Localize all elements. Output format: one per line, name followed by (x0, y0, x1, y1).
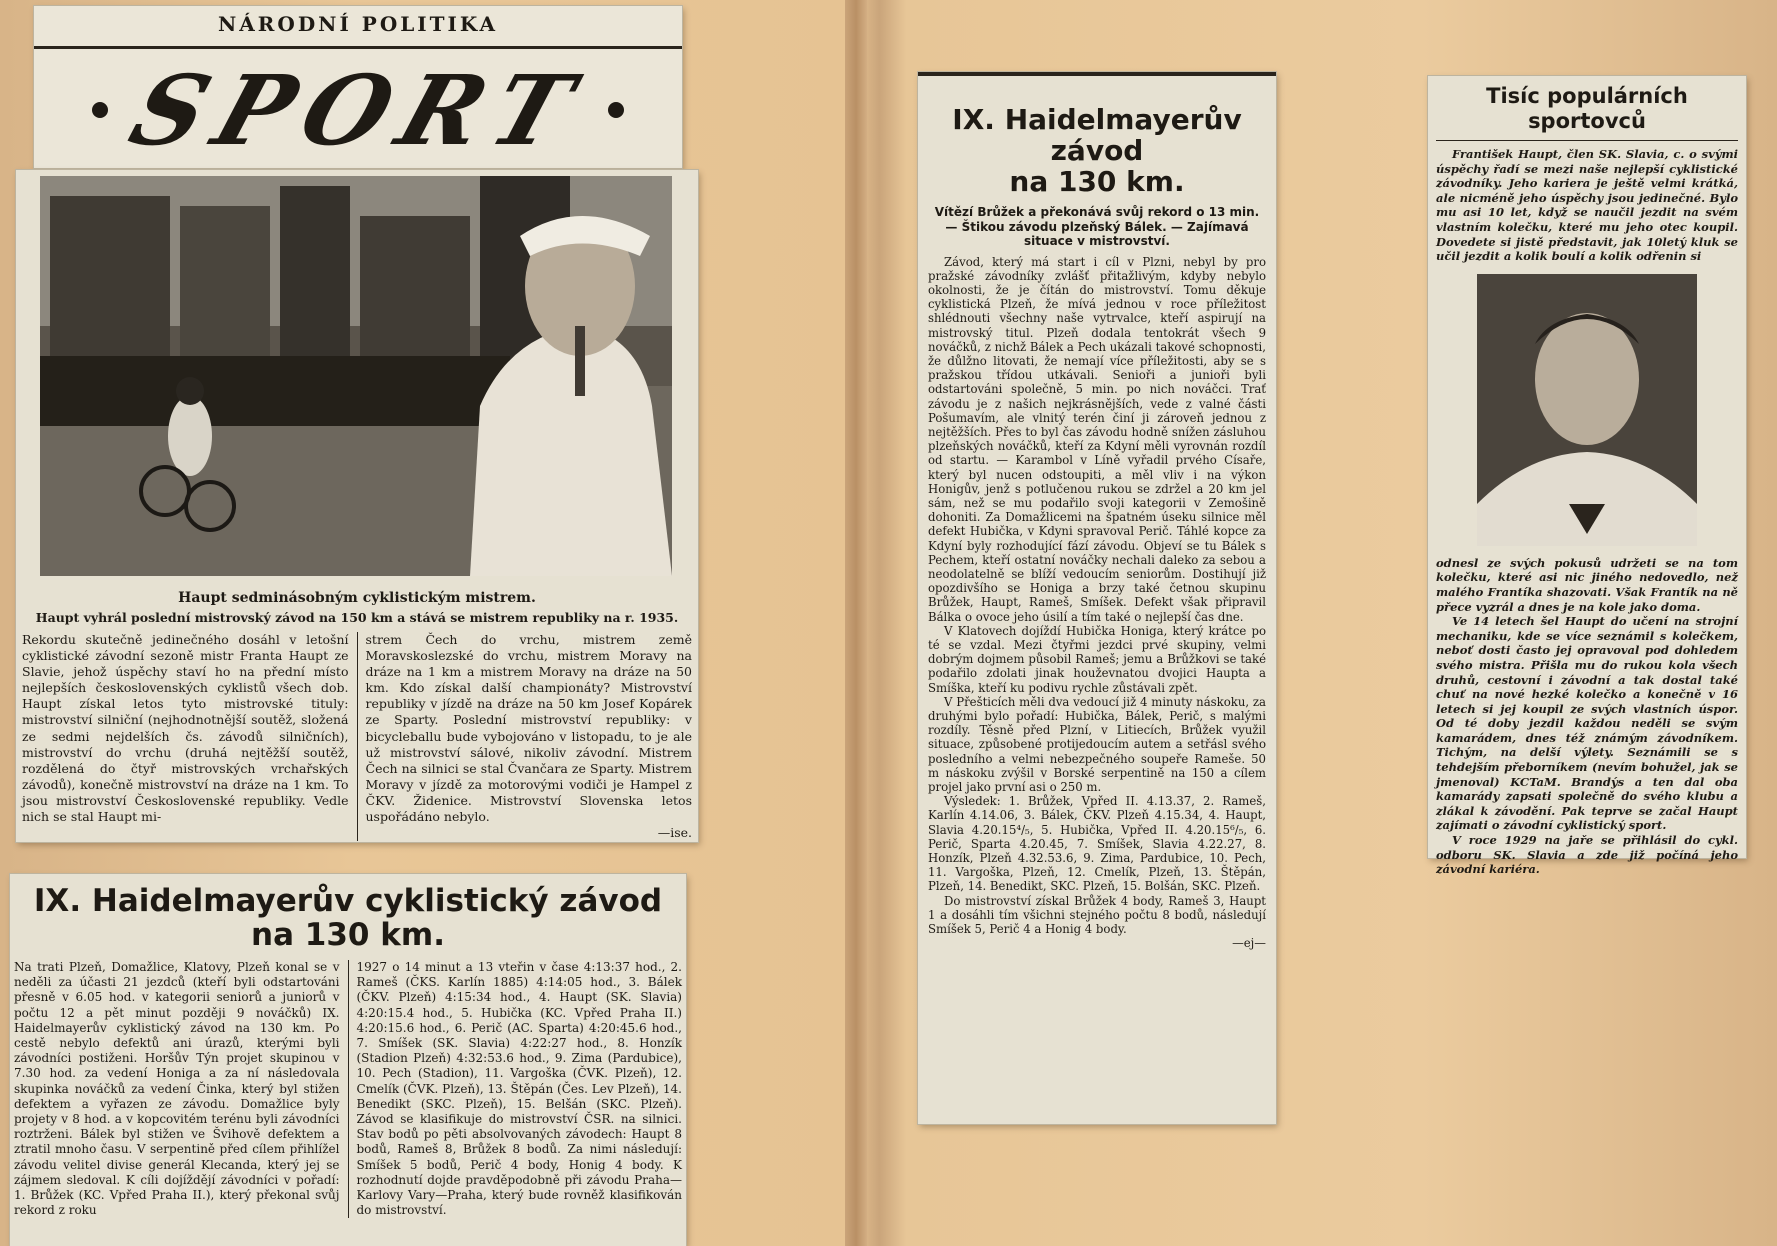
article-haupt-champion (16, 170, 698, 842)
article-headline-line1: IX. Haidelmayerův cyklistický závod (33, 883, 663, 919)
article-text: strem Čech do vrchu, mistrem země Moravskoslezské do vrchu, mistrem Moravy na dráze na 1 km a mistrem Moravy na dráze na 50 km. Kdo získal další championáty? Mistrovství republiky v jízdě na dráze na 50 km Josef Kopárek ze Sparty. Poslední mistrovství republiky: v bicycleballu bude vybojováno v listopadu, to je ale už mistrovství sálové, nikoliv závodní. Mistrem Čech na silnici se stal Čvančara ze Sparty. Mistrem Moravy v jízdě za motorovými vodiči je Hampel z ČKV. Židenice. Mistrovství Slovenska letos uspořádáno nebylo. (365, 632, 692, 825)
article-columns (10, 960, 686, 1218)
portrait-photo (1477, 274, 1697, 546)
author-signature: —ise. (657, 825, 692, 841)
article-body (918, 255, 1276, 951)
newspaper-title: NÁRODNÍ POLITIKA (218, 12, 498, 36)
top-rule (918, 72, 1276, 76)
article-column-1 (14, 960, 340, 1218)
section-title: SPORT (117, 53, 599, 167)
article-text: Rekordu skutečně jedinečného dosáhl v letošní cyklistické závodní sezoně mistr Franta Haupt ze Slavie, jehož úspěchy staví ho na přední místo nejlepších československých cyklistů všech dob. Haupt získal letos tyto mistrovské tituly: mistrovství silniční (nejhodnotnější soutěž, složená ze sedmi nejdelších čs. závodů silničních), mistrovství do vrchu (druhá nejtěžší soutěž, rozdělená do čtyř mistrovských vrchařských závodů), konečně mistrovství na dráze na 1 km. To jsou mistrovství Československé republiky. Vedle nich se stal Haupt mi- (22, 632, 349, 825)
article-paragraph: František Haupt, člen SK. Slavia, c. o svými úspěchy řadí se mezi naše nejlepší cyklistické závodníky. Jeho kariera je ještě velmi krátká, ale nicméně jeho úspěchy jsou jedinečné. Bylo mu asi 10 let, když se naučil jezdit na svém vlastním kolečku, které mu jeho otec koupil. Dovedete si jistě představit, jak 10letý kluk se učil jezdit a kolik boulí a kolik odřenin si (1436, 147, 1738, 264)
cyclist-photo (40, 176, 672, 576)
article-paragraph: V Klatovech dojíždí Hubička Honiga, který krátce po té se vzdal. Mezi čtyřmi jezdci prvé skupiny, velmi dobrým dojmem působil Rameš; jemu a Brůžkovi se také podařilo zdolati jinak houževnatou dvojici Haupta a Smíška, kteří ku podivu rychle zůstávali zpět. (928, 623, 1266, 695)
photo-caption-title: Haupt sedminásobným cyklistickým mistrem. (178, 590, 536, 606)
book-spine (845, 0, 867, 1246)
article-paragraph: Závod, který má start i cíl v Plzni, nebyl by pro pražské závodníky zvlášť přitažlivým, kdyby nebylo okolnosti, že je čítán do mistrovství. Tomu děkuje cyklistická Plzeň, že mívá jednou v roce příležitost shlédnouti všechny naše vytrvalce, kteří aspirují na mistrovský titul. Plzeň dodala tentokrát všech 9 nováčků, z nichž Bálek a Pech ukázali takové schopnosti, že důlžno litovati, že nemají více příležitosti, aby se s pražskou třídou utkávali. Senioři a junioři byli odstartováni společně, 5 min. po nich nováčci. Trať závodu je z našich nejkrásnějších, vede z valné části Pošumavím, ale vlnitý terén činí ji zároveň jednou z nejtěžších. Přes to byl čas závodu hodně snížen zásluhou plzeňských nováčků, kteří za Kdyní měli vyrovnán rozdíl od startu. — Karambol v Líně vyřadil prvého Císaře, který byl nucen odstoupiti, a měl vliv i na výkon Honigův, jenž s potlučenou rukou se zdržel a 20 km jel sám, než se mu podařilo svoji kategorii v Zemošině dohoniti. Za Domažlicemi na špatném úseku silnice měl defekt Hubička, v Kdyni spravoval Perič. Táhlé kopce za Kdyní byly rozhodující fází závodu. Objeví se tu Bálek s Pechem, kteří ostatní nováčky nechali daleko za sebou a neodolatelně se blíží vedoucím seniorům. Dostihují již opozdivšího se Honiga a brzy také četnou skupinu Brůžek, Haupt, Rameš, Smíšek. Defekt však připravil Bálka o ovoce jeho úsilí a tím také o nejlepší čas dne. (928, 254, 1266, 624)
article-column-2 (348, 960, 683, 1218)
article-intro (1428, 147, 1746, 264)
article-column-2 (357, 632, 693, 841)
header-rule (1436, 140, 1738, 141)
author-signature: —ej— (1232, 936, 1266, 951)
article-headline-line2: na 130 km. (1009, 165, 1185, 198)
article-popular-athletes (1428, 76, 1746, 877)
article-paragraph: odnesl ze svých pokusů udržeti se na tom kolečku, které asi nic jiného nedovedlo, než malého Frantíka shazovati. Však Frantík na ně přece vyzrál a dnes je na kole jako doma. (1436, 555, 1738, 614)
article-paragraph: Ve 14 letech šel Haupt do učení na strojní mechaniku, kde se více seznámil s kolečkem, neboť dosti často jej opravoval pod dohledem svého mistra. Přišla mu do rukou kola všech druhů, cestovní i závodní a tak dostal také chuť na nové hezké kolečko a konečně v 16 letech si jej koupil ze svých vlastních úspor. Od té doby jezdil každou neděli se svým kamarádem, dnes též známým závodníkem. Tichým, na delší výlety. Seznámili se s tehdejším přeborníkem (nevím bohužel, jak se jmenoval) KCTaM. Brandýs a ten dal oba kamarády zapsati společně do svého klubu a zlákal k závodění. Pak teprve se začal Haupt zajímati o závodní cyklistický sport. (1436, 614, 1738, 833)
ornament-dot-right (608, 102, 624, 118)
article-body (1428, 556, 1746, 877)
article-subheadline: Vítězí Brůžek a překonává svůj rekord o 13 min. — Štikou závodu plzeňský Bálek. — Zajímavá situace v mistrovství. (934, 205, 1260, 248)
article-headline-line1: IX. Haidelmayerův závod (952, 103, 1242, 167)
article-paragraph: Do mistrovství získal Brůžek 4 body, Rameš 3, Haupt 1 a dosáhli tím všichni stejného počtu 8 bodů, následují Smíšek 5, Perič 4 a Honig 4 body. (928, 893, 1266, 937)
article-haidelmayer-cyclist-race (10, 874, 686, 1246)
article-haidelmayer-race (918, 72, 1276, 1124)
cyclist-photo-illustration (40, 176, 672, 576)
article-headline-line2: sportovců (1528, 109, 1646, 133)
article-headline-line2: na 130 km. (251, 917, 445, 953)
article-headline-line1: Tisíc populárních (1486, 84, 1688, 108)
article-columns (16, 632, 698, 841)
newspaper-masthead (34, 6, 682, 168)
ornament-dot-left (92, 102, 108, 118)
portrait-oval (1477, 274, 1697, 546)
sport-section-banner (34, 46, 682, 174)
article-text: 1927 o 14 minut a 13 vteřin v čase 4:13:37 hod., 2. Rameš (ČKS. Karlín 1885) 4:14:05 hod., 3. Bálek (ČKV. Plzeň) 4:15:34 hod., 4. Haupt (SK. Slavia) 4:20:15.4 hod., 5. Hubička (KC. Vpřed Praha II.) 4:20:15.6 hod., 6. Perič (AC. Sparta) 4:20:45.6 hod., 7. Smíšek (SK. Slavia) 4:22:27 hod., 8. Honzík (Stadion Plzeň) 4:32:53.6 hod., 9. Zima (Pardubice), 10. Pech (Stadion), 11. Vargoška (ČVK. Plzeň), 12. Cmelík (ČVK. Plzeň), 13. Štěpán (Čes. Lev Plzeň), 14. Benedikt (SKC. Plzeň), 15. Belšán (SKC. Plzeň). Závod se klasifikuje do mistrovství ČSR. na silnici. Stav bodů po pěti absolvovaných závodech: Haupt 8 bodů, Rameš 8, Brůžek 8 bodů. Za nimi následují: Smíšek 5 bodů, Perič 4 body, Honig 4 body. K rozhodnutí dojde pravděpodobně při závodu Praha—Karlovy Vary—Praha, který bude rovněž klasifikován do mistrovství. (356, 960, 682, 1218)
photo-caption-subtitle: Haupt vyhrál poslední mistrovský závod na 150 km a stává se mistrem republiky na r. 1935. (35, 610, 679, 625)
article-paragraph: V roce 1929 na jaře se přihlásil do cykl. odboru SK. Slavia a zde již počíná jeho závodní kariéra. (1436, 833, 1738, 877)
article-column-1 (22, 632, 349, 841)
race-results: Výsledek: 1. Brůžek, Vpřed II. 4.13.37, 2. Rameš, Karlín 4.14.06, 3. Bálek, ČKV. Plzeň 4.15.34, 4. Haupt, Slavia 4.20.15⁴/₅, 5. Hubička, Vpřed II. 4.20.15⁶/₅, 6. Perič, Sparta 4.20.45, 7. Smíšek, Slavia 4.22.27, 8. Honzík, Plzeň 4.32.53.6, 9. Zima, Pardubice, 10. Pech, 11. Vargoška, Plzeň, 12. Cmelík, Plzeň, 13. Štěpán, Plzeň, 14. Benedikt, SKC. Plzeň, 15. Bolšán, SKC. Plzeň. (928, 794, 1266, 894)
article-paragraph: V Přešticích měli dva vedoucí již 4 minuty náskoku, za druhými bylo pořadí: Hubička, Bálek, Perič, s malými rozdíly. Těsně před Plzní, v Litiecích, Brůžek využil situace, způsobené protijedoucím autem a setřásl svého posledního a velmi nebezpečného soupeře Rameše. 50 m náskoku zvýšil v Borské serpentině na 150 a cílem projel jako první asi o 250 m. (928, 694, 1266, 795)
article-text: Na trati Plzeň, Domažlice, Klatovy, Plzeň konal se v neděli za účasti 21 jezdců (kteří byli odstartováni přesně v 6.05 hod. v kategorii seniorů a juniorů v počtu 12 a pět minut později 9 nováčků) IX. Haidelmayerův cyklistický závod na 130 km. Po cestě nebylo defektů ani úrazů, kterými byli závodníci postiženi. Horšův Týn projet skupinou v 7.30 hod. za vedení Honiga a za ní následovala skupinka nováčků za vedení Činka, který byl stižen defektem a vyřazen ze závodu. Domažlice byly projety v 8 hod. a v kopcovitém terénu byli závodníci roztrženi. Bálek byl stižen ve Švihově defektem a ztratil mnoho času. V serpentině před cílem přihlížel závodu velitel divise generál Klecanda, který jej se zájmem sledoval. K cíli dojíždějí závodníci v pořadí: 1. Brůžek (KC. Vpřed Praha II.), který překonal svůj rekord z roku (14, 960, 340, 1218)
